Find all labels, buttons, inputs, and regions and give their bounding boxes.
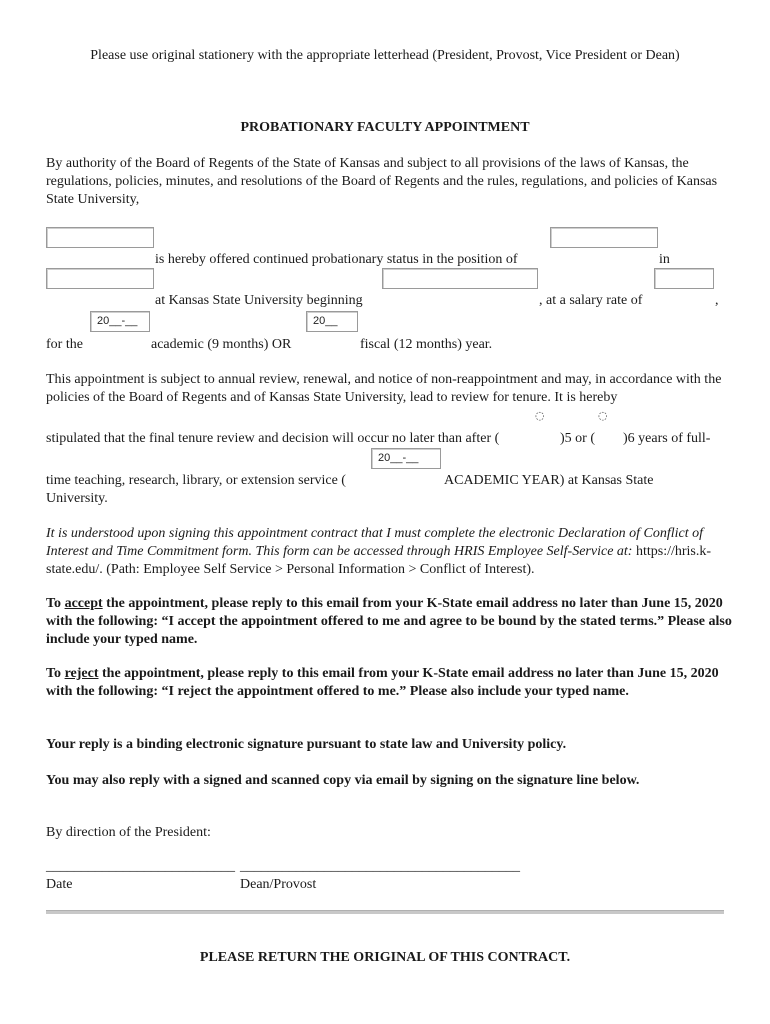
review-paragraph: This appointment is subject to annual review, renewal, and notice of non-reappointment and may, in accordance with the policies of the Board of Regents and of Kansas State University, lead to review for tenure. It is hereby	[46, 372, 722, 405]
signed-copy-statement: You may also reply with a signed and scanned copy via email by signing on the signature line below.	[46, 773, 640, 788]
department-field[interactable]	[46, 268, 154, 289]
return-original-notice: PLEASE RETURN THE ORIGINAL OF THIS CONTRACT.	[199, 950, 571, 965]
salary-comma: ,	[715, 293, 719, 308]
tenure-year-field[interactable]: 20__-__	[371, 448, 441, 469]
stipulated-text: stipulated that the final tenure review and decision will occur no later than after (	[46, 431, 500, 446]
document-title: PROBATIONARY FACULTY APPOINTMENT	[240, 120, 530, 135]
dean-signature-line[interactable]: ________________________________________	[240, 859, 520, 874]
reject-post: the appointment, please reply to this email from your K-State email address no later than June 15, 2020 with the following: “I reject the appointment offered to me.” Please also include your typed name.	[46, 666, 719, 699]
fiscal-option-label: fiscal (12 months) year.	[360, 337, 493, 352]
horizontal-divider	[46, 910, 724, 914]
start-date-field[interactable]	[382, 268, 538, 289]
radio-5-years-icon[interactable]: ◌	[535, 409, 545, 422]
reject-paragraph	[46, 665, 736, 701]
time-teaching-text: time teaching, research, library, or extension service (	[46, 473, 346, 488]
accept-word: accept	[64, 596, 103, 611]
name-field[interactable]	[46, 227, 154, 248]
offer-text-position: is hereby offered continued probationary status in the position of	[155, 252, 518, 267]
conflict-link-text: https://hris.k-state.edu/. (Path: Employee Self Service > Personal Information > Conflict of Interest).	[46, 544, 712, 577]
conflict-paragraph	[46, 525, 736, 579]
academic-year-field[interactable]: 20__-__	[90, 311, 150, 332]
for-the-label: for the	[46, 337, 83, 352]
accept-paragraph	[46, 595, 736, 649]
accept-pre: To	[46, 596, 65, 611]
academic-year-text: ACADEMIC YEAR) at Kansas State	[444, 473, 654, 488]
five-or-text: )5 or (	[560, 431, 595, 446]
reject-word: reject	[64, 666, 99, 681]
reject-pre: To	[46, 666, 65, 681]
radio-6-years-icon[interactable]: ◌	[598, 409, 608, 422]
fiscal-year-field[interactable]: 20__	[306, 311, 358, 332]
accept-post: the appointment, please reply to this email from your K-State email address no later than June 15, 2020 with the following: “I accept the appointment offered to me and agree to be bound by the stated terms.” Please also include your typed name.	[46, 596, 732, 647]
six-years-text: )6 years of full-	[623, 431, 711, 446]
academic-option-label: academic (9 months) OR	[151, 337, 292, 352]
university-text: University.	[46, 491, 108, 506]
binding-statement: Your reply is a binding electronic signature pursuant to state law and University policy.	[46, 737, 567, 752]
offer-in-label: in	[659, 252, 670, 267]
salary-label: , at a salary rate of	[539, 293, 643, 308]
salary-field[interactable]	[654, 268, 714, 289]
intro-paragraph: By authority of the Board of Regents of the State of Kansas and subject to all provisions of the laws of Kansas, the regulations, policies, minutes, and resolutions of the Board of Regents and the rules, regulations, and policies of Kansas State University,	[46, 156, 718, 207]
dean-label: Dean/Provost	[240, 877, 317, 892]
date-label: Date	[46, 877, 73, 892]
offer-text-beginning: at Kansas State University beginning	[155, 293, 363, 308]
date-signature-line[interactable]: ___________________________	[46, 859, 235, 874]
conflict-italic-text: It is understood upon signing this appointment contract that I must complete the electronic Declaration of Conflict of Interest and Time Commitment form. This form can be accessed through HRIS Employee Self-Service at:	[46, 526, 704, 559]
position-field[interactable]	[550, 227, 658, 248]
direction-text: By direction of the President:	[46, 825, 211, 840]
letterhead-note: Please use original stationery with the appropriate letterhead (President, Provost, Vice President or Dean)	[90, 48, 680, 63]
